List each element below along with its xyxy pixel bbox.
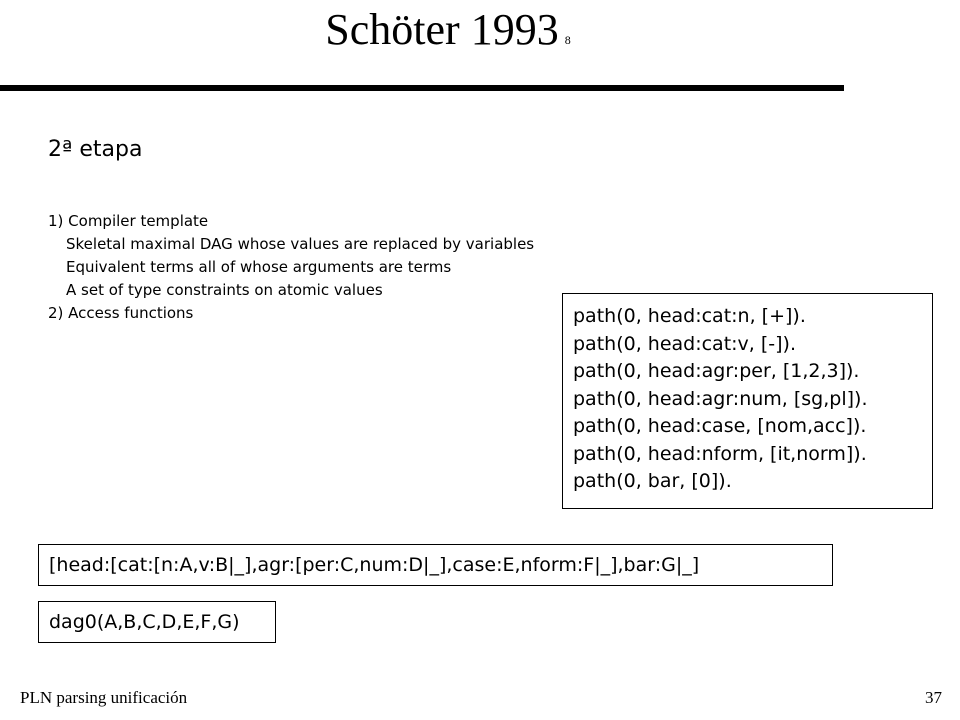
code-line: path(0, head:agr:num, [sg,pl]).	[573, 387, 868, 410]
code-line: path(0, head:case, [nom,acc]).	[573, 415, 867, 437]
footer-page-number: 37	[925, 688, 942, 707]
slide-title-text: Schöter 1993	[325, 5, 559, 54]
slide-title-superscript: 8	[564, 33, 571, 47]
title-divider	[0, 85, 844, 91]
section-heading: 2ª etapa	[48, 137, 143, 162]
list-item-compiler-template: 1) Compiler template	[48, 212, 209, 230]
code-line: path(0, head:nform, [it,norm]).	[573, 442, 867, 465]
code-line: path(0, head:cat:v, [-]).	[573, 332, 797, 355]
code-line: path(0, head:agr:per, [1,2,3]).	[573, 360, 860, 382]
list-item-skeletal-dag: Skeletal maximal DAG whose values are replaced by variables	[66, 235, 535, 253]
footer-course-label: PLN parsing unificación	[20, 688, 188, 707]
access-functions-box	[562, 293, 933, 509]
code-line: path(0, bar, [0]).	[573, 470, 732, 492]
bullet-list	[48, 210, 534, 325]
list-item-access-functions: 2) Access functions	[48, 304, 194, 322]
slide-title	[0, 4, 896, 66]
term-template-box: [head:[cat:[n:A,v:B|_],agr:[per:C,num:D|_],case:E,nform:F|_],bar:G|_]	[38, 544, 833, 586]
list-item-equivalent-terms: Equivalent terms all of whose arguments are terms	[66, 258, 452, 276]
code-line: path(0, head:cat:n, [+]).	[573, 305, 806, 327]
dag-term-box: dag0(A,B,C,D,E,F,G)	[38, 601, 276, 643]
list-item-type-constraints: A set of type constraints on atomic values	[66, 281, 383, 299]
